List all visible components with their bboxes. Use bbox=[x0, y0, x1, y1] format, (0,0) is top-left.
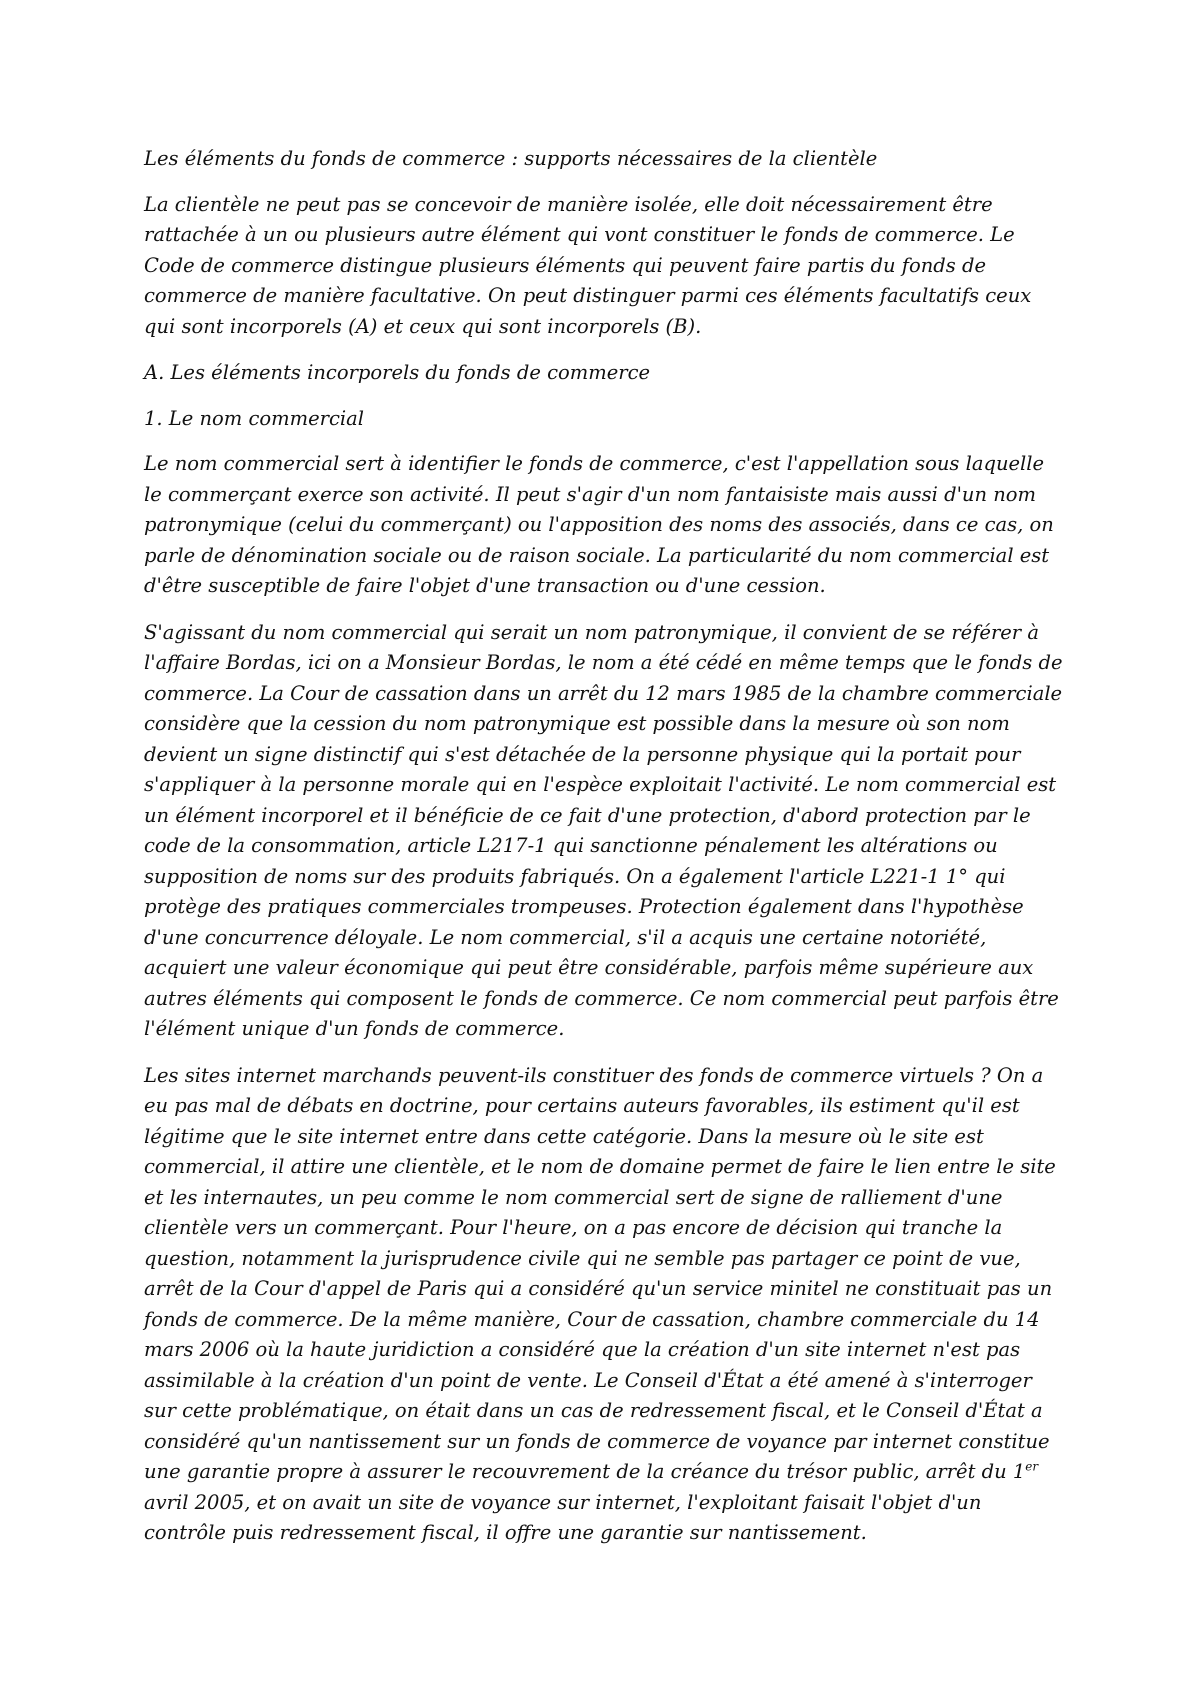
body-paragraph-3-text-a: Les sites internet marchands peuvent-ils constituer des fonds de commerce virtuels ? On a eu pas mal de débats en doctrine, pour certains auteurs favorables, ils estiment qu'il est légitime que le site internet entre dans cette catégorie. Dans la mesure où le site est commercial, il attire une clientèle, et le nom de domaine permet de faire le lien entre le site et les internautes, un peu comme le nom commercial sert de signe de ralliement d'une clientèle vers un commerçant. Pour l'heure, on a pas encore de décision qui tranche la question, notamment la jurisprudence civile qui ne semble pas partager ce point de vue, arrêt de la Cour d'appel de Paris qui a considéré qu'un service minitel ne constituait pas un fonds de commerce. De la même manière, Cour de cassation, chambre commerciale du 14 mars 2006 où la haute juridiction a considéré que la création d'un site internet n'est pas assimilable à la création d'un point de vente. Le Conseil d'État a été amené à s'interroger sur cette problématique, on était dans un cas de redressement fiscal, et le Conseil d'État a considéré qu'un nantissement sur un fonds de commerce de voyance par internet constitue une garantie propre à assurer le recouvrement de la créance du trésor public, arrêt du 1 bbox=[144, 1063, 1056, 1483]
body-paragraph-3-text-b: avril 2005, et on avait un site de voyance sur internet, l'exploitant faisait l'objet d'un contrôle puis redressement fiscal, il offre une garantie sur nantissement. bbox=[144, 1490, 982, 1544]
section-a-heading: A. Les éléments incorporels du fonds de commerce bbox=[144, 361, 651, 384]
ordinal-superscript: er bbox=[1025, 1459, 1039, 1474]
body-paragraph-1: Le nom commercial sert à identifier le fonds de commerce, c'est l'appellation sous laquelle le commerçant exerce son activité. Il peut s'agir d'un nom fantaisiste mais aussi d'un nom patronymique (celui du commerçant) ou l'apposition des noms des associés, dans ce cas, on parle de dénomination sociale ou de raison sociale. La particularité du nom commercial est d'être susceptible de faire l'objet d'une transaction ou d'une cession. bbox=[144, 452, 1054, 597]
subsection-1-heading: 1. Le nom commercial bbox=[144, 406, 365, 430]
intro-paragraph: La clientèle ne peut pas se concevoir de manière isolée, elle doit nécessairement être rattachée à un ou plusieurs autre élément qui vont constituer le fonds de commerce. Le Code de commerce distingue plusieurs éléments qui peuvent faire partis du fonds de commerce de manière facultative. On peut distinguer parmi ces éléments facultatifs ceux qui sont incorporels (A) et ceux qui sont incorporels (B). bbox=[144, 192, 1032, 338]
document-page bbox=[144, 144, 1064, 1565]
body-paragraph-3 bbox=[144, 1061, 1064, 1549]
body-paragraph-2: S'agissant du nom commercial qui serait un nom patronymique, il convient de se référer à l'affaire Bordas, ici on a Monsieur Bordas, le nom a été cédé en même temps que le fonds de commerce. La Cour de cassation dans un arrêt du 12 mars 1985 de la chambre commerciale considère que la cession du nom patronymique est possible dans la mesure où son nom devient un signe distinctif qui s'est détachée de la personne physique qui la portait pour s'appliquer à la personne morale qui en l'espèce exploitait l'activité. Le nom commercial est un élément incorporel et il bénéficie de ce fait d'une protection, d'abord protection par le code de la consommation, article L217-1 qui sanctionne pénalement les altérations ou supposition de noms sur des produits fabriqués. On a également l'article L221-1 1° qui protège des pratiques commerciales trompeuses. Protection également dans l'hypothèse d'une concurrence déloyale. Le nom commercial, s'il a acquis une certaine notoriété, acquiert une valeur économique qui peut être considérable, parfois même supérieure aux autres éléments qui composent le fonds de commerce. Ce nom commercial peut parfois être l'élément unique d'un fonds de commerce. bbox=[144, 620, 1063, 1040]
document-title: Les éléments du fonds de commerce : supports nécessaires de la clientèle bbox=[144, 147, 878, 170]
